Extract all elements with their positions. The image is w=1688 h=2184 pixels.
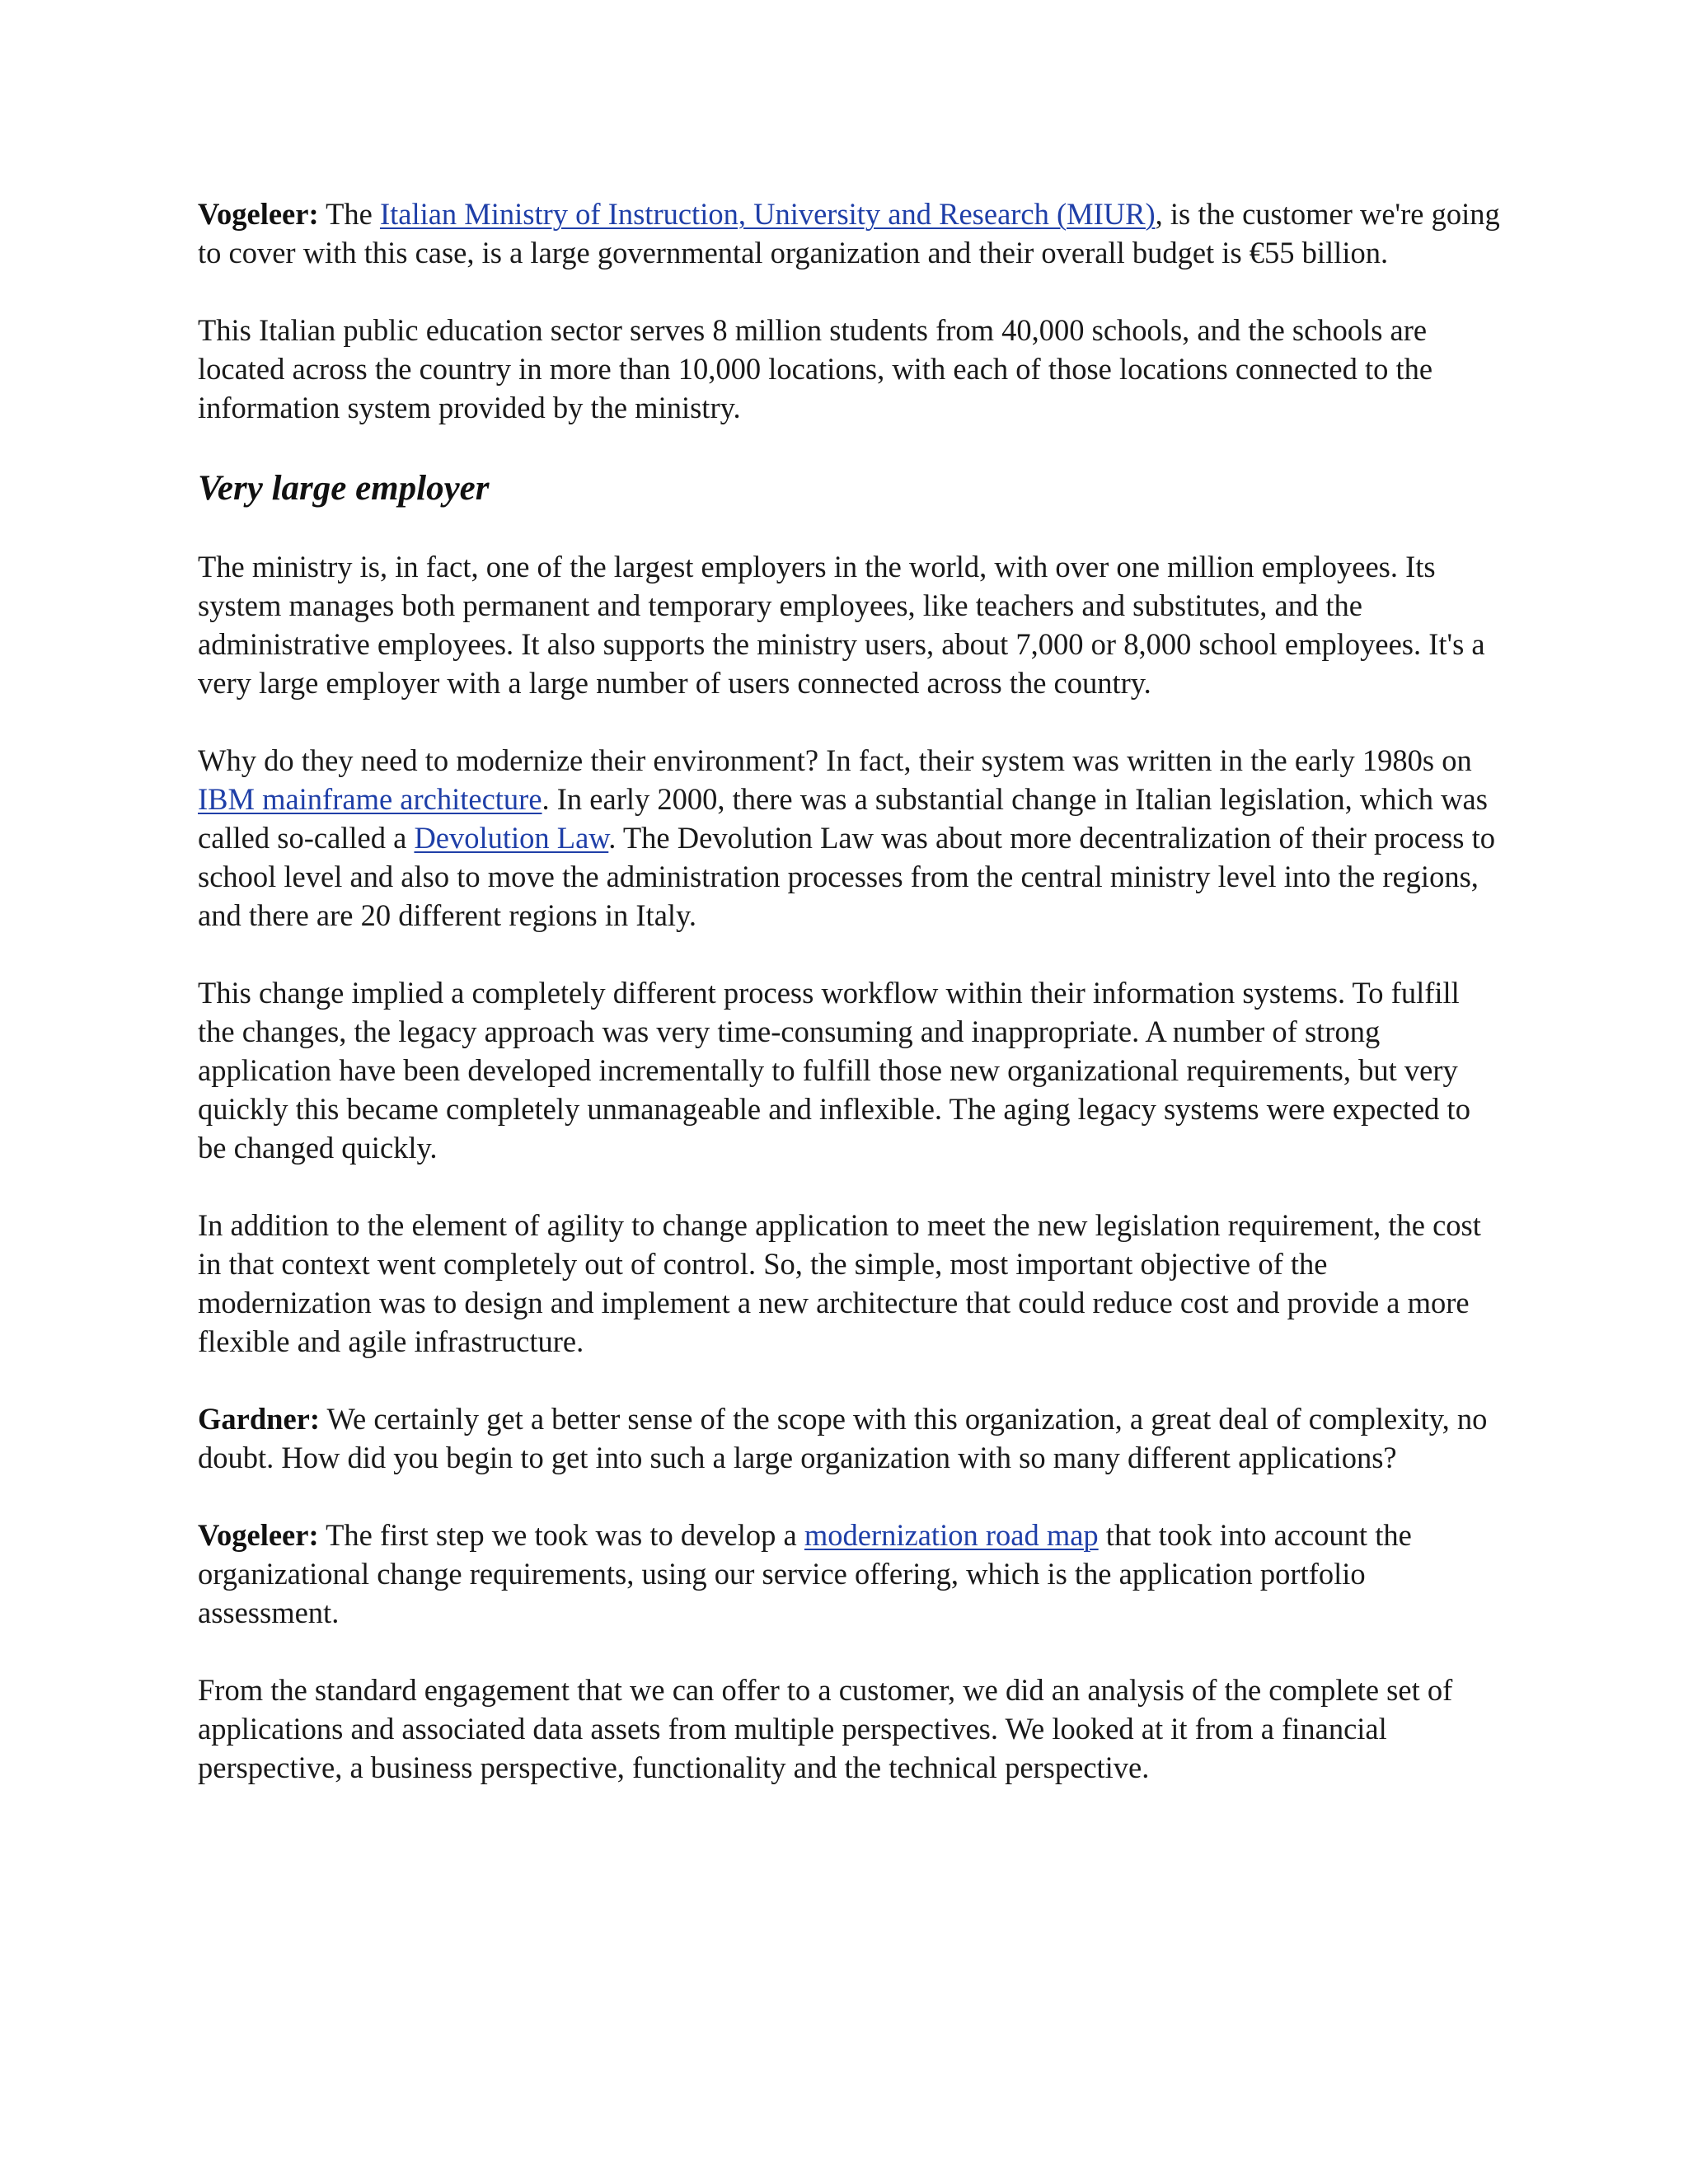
- link-devolution-law[interactable]: Devolution Law: [414, 821, 609, 855]
- paragraph-text: , is the customer we're going to cover with this case, is a large governmental organization and their overall budget is €55 billion.: [198, 197, 1500, 269]
- speaker-label: Vogeleer:: [198, 197, 319, 231]
- paragraph-analysis: From the standard engagement that we can offer to a customer, we did an analysis of the complete set of applications and associated data assets from multiple perspectives. We looked at it from a financial perspective, a business perspective, functionality and the technical perspective.: [198, 1673, 1453, 1784]
- paragraph-first-step: [198, 1516, 1500, 1632]
- paragraph-text: The: [318, 197, 380, 231]
- paragraph-miur-intro: [198, 194, 1500, 272]
- paragraph-workflow-change: This change implied a completely different process workflow within their information systems. To fulfill the changes, the legacy approach was very time-consuming and inappropriate. A number of strong application have been developed incrementally to fulfill those new organizational requirements, but very quickly this became completely unmanageable and inflexible. The aging legacy systems were expected to be changed quickly.: [198, 976, 1470, 1165]
- link-miur[interactable]: Italian Ministry of Instruction, University and Research (MIUR): [379, 197, 1156, 231]
- paragraph-text: We certainly get a better sense of the scope with this organization, a great deal of complexity, no doubt. How did you begin to get into such a large organization with so many different applications?: [198, 1402, 1488, 1474]
- paragraph-text: . The Devolution Law was about more decentralization of their process to school level and also to move the administration processes from the central ministry level into the regions, and there are 20 different regions in Italy.: [198, 821, 1496, 932]
- paragraph-text: The first step we took was to develop a: [318, 1518, 804, 1552]
- paragraph-text: that took into account the organizational change requirements, using our service offering, which is the application portfolio assessment.: [198, 1518, 1412, 1629]
- paragraph-modernize-why: [198, 741, 1500, 935]
- section-heading: Very large employer: [198, 469, 490, 508]
- document-page: [198, 194, 1500, 1825]
- speaker-label: Vogeleer:: [198, 1518, 319, 1552]
- paragraph-text: Why do they need to modernize their environment? In fact, their system was written in the early 1980s on: [198, 743, 1472, 777]
- paragraph-text: . In early 2000, there was a substantial change in Italian legislation, which was called so-called a: [198, 782, 1488, 855]
- paragraph-agility-cost: In addition to the element of agility to change application to meet the new legislation requirement, the cost in that context went completely out of control. So, the simple, most important objective of the modernization was to design and implement a new architecture that could reduce cost and provide a more flexible and agile infrastructure.: [198, 1208, 1481, 1358]
- link-modernization-road-map[interactable]: modernization road map: [804, 1518, 1099, 1552]
- paragraph-education-sector: This Italian public education sector serves 8 million students from 40,000 schools, and the schools are located across the country in more than 10,000 locations, with each of those locations connected to the information system provided by the ministry.: [198, 313, 1433, 424]
- speaker-label: Gardner:: [198, 1402, 320, 1436]
- paragraph-gardner-question: [198, 1399, 1500, 1477]
- link-ibm-mainframe[interactable]: IBM mainframe architecture: [198, 782, 542, 816]
- paragraph-large-employer: The ministry is, in fact, one of the largest employers in the world, with over one million employees. Its system manages both permanent and temporary employees, like teachers and substitutes, and the administrative employees. It also supports the ministry users, about 7,000 or 8,000 school employees. It's a very large employer with a large number of users connected across the country.: [198, 550, 1485, 700]
